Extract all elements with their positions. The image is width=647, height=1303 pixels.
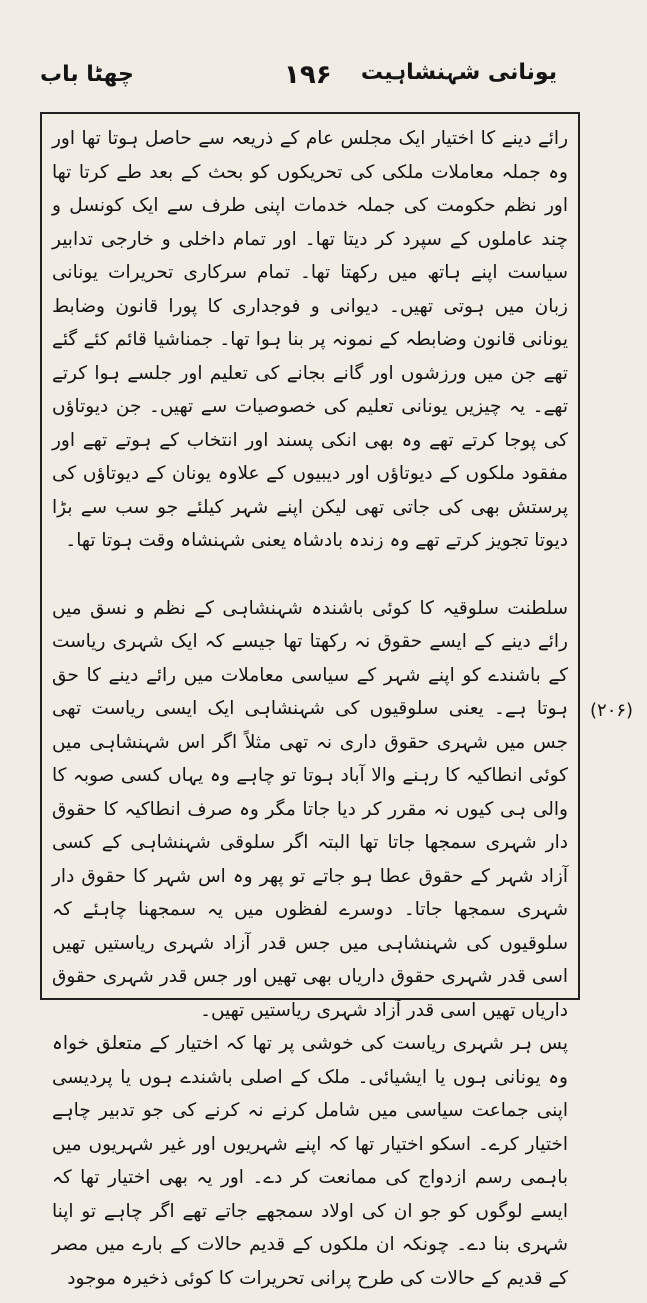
page-number: ۱۹۶ [284,60,332,90]
body-text [42,114,578,1303]
paragraph-2: سلطنت سلوقیہ کا کوئی باشندہ شہنشاہی کے نظم و نسق میں رائے دینے کے ایسے حقوق نہ رکھتا تھا جیسے کہ ایک شہری ریاست کے باشندے کو اپنے شہر کے سیاسی معاملات میں رائے دینے کا حق ہوتا ہے۔ یعنی سلوقیوں کی شہنشاہی ایک ایسی ریاست تھی جس میں شہری حقوق داری نہ تھی مثلاً اگر اس شہنشاہی میں کوئی انطاکیہ کا رہنے والا آباد ہوتا تو چاہے وہ یہاں کسی صوبہ کا والی ہی کیوں نہ مقرر کر دیا جاتا مگر وہ صرف انطاکیہ کا حقوق دار شہری سمجھا جاتا تھا البتہ اگر سلوقی شہنشاہی کے کسی آزاد شہر کے حقوق عطا ہو جاتے تو پھر وہ اس شہر کا حقوق دار شہری سمجھا جاتا۔ دوسرے لفظوں میں یہ سمجھنا چاہئے کہ سلوقیوں کی شہنشاہی میں جس قدر آزاد شہری ریاستیں تھیں اسی قدر شہری حقوق داریاں بھی تھیں اور جس قدر شہری حقوق داریاں تھیں اسی قدر آزاد شہری ریاستیں تھیں۔ [52,597,568,1021]
margin-note: (۲۰۶) [590,700,634,721]
chapter-label: چھٹا باب [40,62,134,87]
paragraph-3: پس ہر شہری ریاست کی خوشی پر تھا کہ اختیار کے متعلق خواہ وہ یونانی ہوں یا ایشیائی۔ ملک کے اصلی باشندے ہوں یا پردیسی اپنی جماعت سیاسی میں شامل کرنے نہ کرنے کی جو تدبیر چاہے اختیار کرے۔ اسکو اختیار تھا کہ اپنے شہریوں اور غیر شہریوں میں باہمی رسم ازدواج کی ممانعت کر دے۔ اور یہ بھی اختیار تھا کہ ایسے لوگوں کو جو ان کی اولاد سمجھے جاتے تھے اگر چاہے تو اپنا شہری بنا دے۔ چونکہ ان ملکوں کے قدیم حالات کے بارے میں مصر کے قدیم کے حالات کی طرح پرانی تحریرات کا کوئی ذخیرہ موجود [52,1033,568,1289]
paragraph-1: رائے دینے کا اختیار ایک مجلس عام کے ذریعہ سے حاصل ہوتا تھا اور وہ جملہ معاملات ملکی کی تحریکوں کو بحث کے بعد طے کرتا تھا اور نظم حکومت کی جملہ خدمات اپنی طرف سے ایک کونسل و چند عاملوں کے سپرد کر دیتا تھا۔ اور تمام داخلی و خارجی تدابیر سیاست اپنے ہاتھ میں رکھتا تھا۔ تمام سرکاری تحریرات یونانی زبان میں ہوتی تھیں۔ دیوانی و فوجداری کا پورا قانون وضابط یونانی قانون وضابطہ کے نمونہ پر بنا ہوا تھا۔ جمناشیا قائم کئے گئے تھے جن میں ورزشوں اور گانے بجانے کی تعلیم اور جلسے ہوا کرتے تھے۔ یہ چیزیں یونانی تعلیم کی خصوصیات سے تھیں۔ جن دیوتاؤں کی پوجا کرتے تھے وہ بھی انکی پسند اور انتخاب کے ہوتے تھے اور مفقود ملکوں کے دیوتاؤں اور دیبیوں کے علاوہ یونان کے دیوتاؤں کی پرستش بھی کی جاتی تھی لیکن اپنے شہر کیلئے جو سب سے بڑا دیوتا تجویز کرتے تھے وہ زندہ بادشاہ یعنی شہنشاہ وقت ہوتا تھا۔ [52,128,568,551]
book-title: یونانی شہنشاہیت [360,60,557,85]
text-frame [40,112,580,1289]
page-header [0,0,647,110]
